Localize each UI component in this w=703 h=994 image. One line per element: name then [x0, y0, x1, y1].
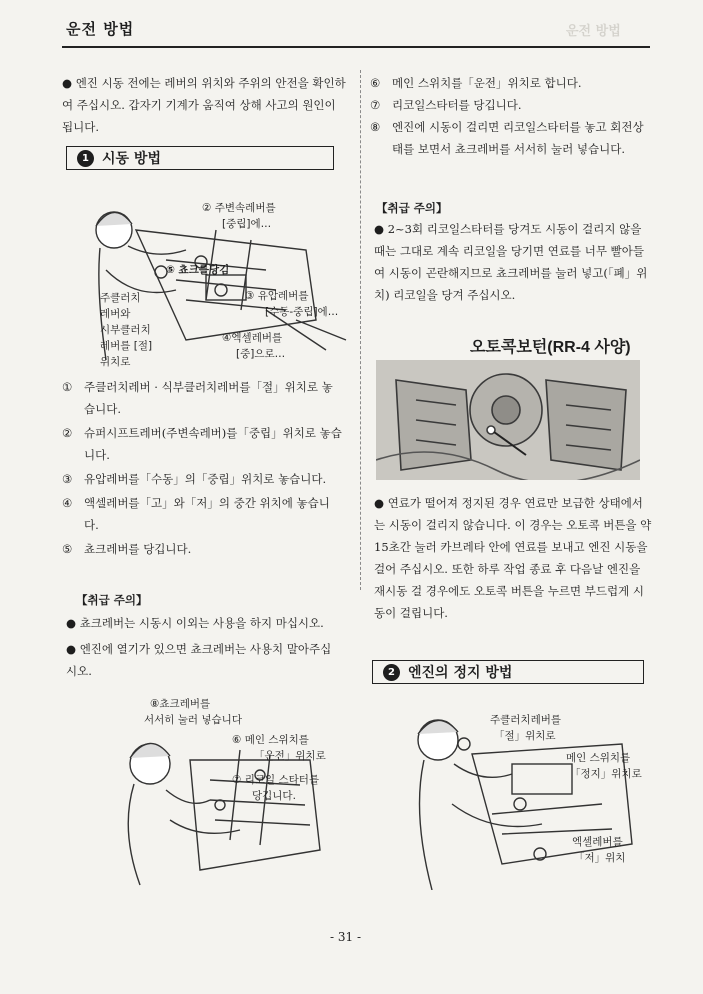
list-item: ● 엔진에 열기가 있으면 쵸크레버는 사용치 말아주십시오. — [66, 642, 332, 678]
fig3-label-2a: 메인 스위치를 — [566, 752, 631, 764]
fig2-label-7b: 당깁니다. — [252, 790, 296, 802]
list-item: ⑦ 리코일스타터를 당깁니다. — [370, 98, 522, 112]
section-2-title: 엔진의 정지 방법 — [408, 665, 513, 681]
caution-title-right: 【취급 주의】 — [376, 201, 448, 215]
list-item: ● 쵸크레버는 시동시 이외는 사용을 하지 마십시오. — [66, 616, 324, 630]
list-item: ④ 액셀레버를「고」와「저」의 중간 위치에 놓습니다. — [62, 496, 330, 532]
list-item: ⑧ 엔진에 시동이 걸리면 리코일스타터를 놓고 회전상태를 보면서 쵸크레버를 서서히 눌러 넣습니다. — [370, 120, 644, 156]
section-1-number: 1 — [77, 150, 94, 167]
faded-header-text: 운전 방법 — [566, 24, 621, 39]
caution-list-left — [66, 612, 342, 682]
fig3-label-3b: 「저」위치 — [574, 852, 626, 864]
fig2-label-6b: 「운전」위치로 — [254, 750, 326, 762]
intro-text: ● 엔진 시동 전에는 레버의 위치와 주위의 안전을 확인하여 주십시오. 갑자기 기계가 움직여 상해 사고의 원인이 됩니다. — [62, 76, 346, 134]
fig1-label-1c: 시부클러치 — [100, 324, 151, 336]
fig2-label-6a: ⑥ 메인 스위치를 — [232, 734, 309, 746]
fig1-label-1e: 위치로 — [100, 356, 131, 368]
fig1-label-5: ⑤ 쵸크를당김 — [166, 264, 230, 276]
page-title: 운전 방법 — [66, 20, 135, 38]
list-item: ⑤ 쵸크레버를 당깁니다. — [62, 542, 192, 556]
fig1-label-2b: [중립]에… — [222, 218, 272, 230]
start-steps-list — [62, 376, 342, 560]
fig1-label-4b: [중]으로… — [236, 348, 286, 360]
fig1-label-2: ② 주변속레버를 — [202, 202, 276, 214]
fig1-label-3b: [수동-중립]에… — [265, 306, 339, 318]
fig2-label-7a: ⑦ 리코일 스타터를 — [232, 774, 320, 786]
fig1-label-4a: ④엑셀레버를 — [222, 332, 283, 344]
auto-cock-text: ● 연료가 떨어져 정지된 경우 연료만 보급한 상태에서는 시동이 걸리지 않습니다. 이 경우는 오토콕 버튼을 약 15초간 눌러 카브레타 안에 연료를 보내고 엔진 시동을 걸어 주십시오. 또한 하루 작업 종료 후 다음날 엔진을 재시동 걸 경우에도 오토콕 버튼을 누르면 부드럽게 시동이 걸립니다. — [374, 496, 652, 620]
engine-photo — [376, 360, 640, 480]
section-2-number: 2 — [383, 664, 400, 681]
caution-title-left: 【취급 주의】 — [76, 593, 148, 607]
fig2-label-top-b: 서서히 눌러 넣습니다 — [144, 714, 242, 726]
section-1-title: 시동 방법 — [102, 151, 161, 167]
fig1-label-1d: 레버를 [절] — [100, 340, 153, 352]
section-1-heading — [66, 146, 334, 170]
fig3-label-2b: 「정지」위치로 — [570, 768, 642, 780]
choke-recoil-illustration — [110, 700, 350, 890]
caution-text-right: ● 2~3회 리코일스타터를 당겨도 시동이 걸리지 않을 때는 그대로 계속 리코일을 당기면 연료를 너무 빨아들여 시동이 곤란해지므로 쵸크레버를 눌러 넣고(「폐」위치) 리코일을 당겨 주십시오. — [374, 222, 648, 302]
auto-cock-title: 오토콕보턴(RR-4 사양) — [470, 339, 631, 356]
section-2-heading — [372, 660, 644, 684]
list-item: ⑥ 메인 스위치를「운전」위치로 합니다. — [370, 76, 582, 90]
list-item: ③ 유압레버를「수동」의「중립」위치로 놓습니다. — [62, 472, 327, 486]
fig1-label-3a: ③ 유압레버를 — [245, 290, 309, 302]
fig3-label-1a: 주클러치레버를 — [490, 714, 562, 726]
list-item: ② 슈퍼시프트레버(주변속레버)를「중립」위치로 놓습니다. — [62, 426, 342, 462]
start-steps-list-continued — [370, 72, 652, 160]
list-item: ① 주클러치레버 · 식부클러치레버를「절」위치로 놓습니다. — [62, 380, 333, 416]
fig3-label-1b: 「절」위치로 — [494, 730, 556, 742]
fig3-label-3a: 엑셀레버를 — [572, 836, 623, 848]
fig1-label-1a: 주클러치 — [100, 292, 141, 304]
fig1-label-1b: 레버와 — [100, 308, 131, 320]
header-rule — [62, 46, 650, 48]
column-divider — [360, 70, 361, 590]
fig2-label-top-a: ⑧쵸크레버를 — [150, 698, 211, 710]
page-number: - 31 - — [330, 930, 362, 944]
